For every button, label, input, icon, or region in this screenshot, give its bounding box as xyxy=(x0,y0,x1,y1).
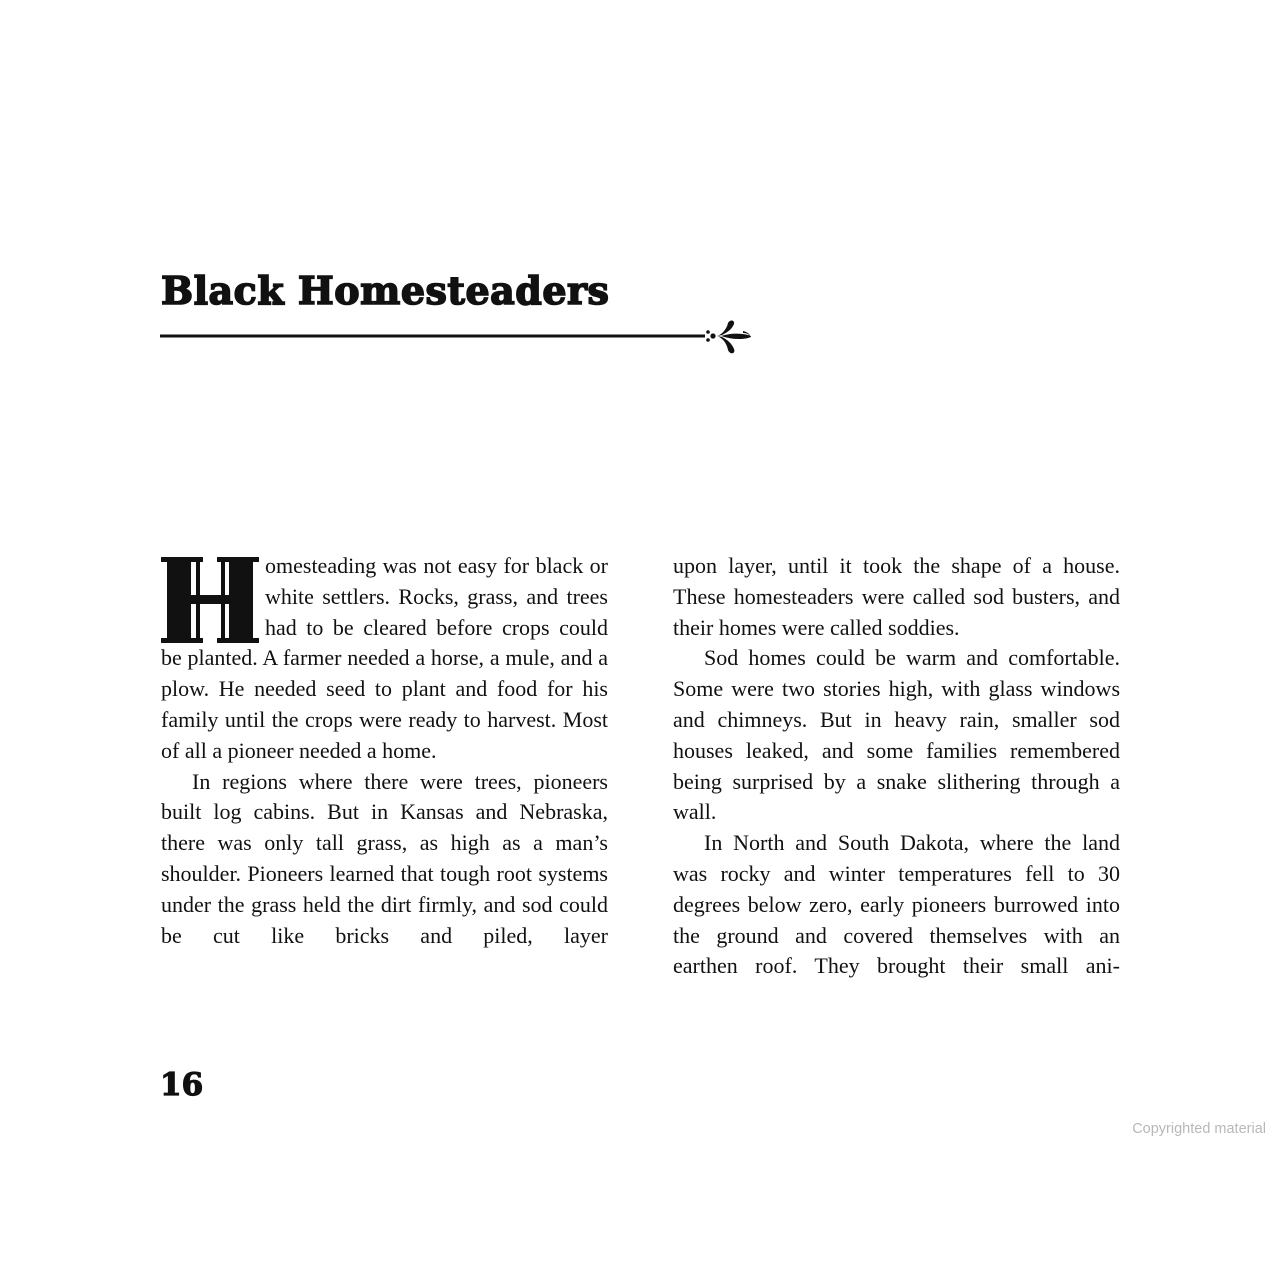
copyright-watermark: Copyrighted material xyxy=(1132,1121,1266,1137)
paragraph-1: omesteading was not easy for black or white settlers. Rocks, grass, and trees had to be cleared before crops could be planted. A farmer needed a horse, a mule, and a plow. He needed seed to plant and food for his family until the crops were ready to harvest. Most of all a pioneer needed a home. xyxy=(161,553,608,763)
page-number: 16 xyxy=(160,1067,204,1103)
drop-cap-letter: H xyxy=(211,609,219,620)
paragraph-4: Sod homes could be warm and comfortable. Some were two stories high, with glass windows and chimneys. But in heavy rain, smaller sod houses leaked, and some families remembered being surprised by a snake slithering through a wall. xyxy=(673,645,1120,825)
drop-cap xyxy=(161,557,261,643)
paragraph-5: In North and South Dakota, where the land was rocky and winter temperatures fell to 30 degrees below zero, early pioneers burrowed into the ground and covered themselves with an earthen roof. They brought their small ani- xyxy=(673,830,1120,979)
left-column xyxy=(161,551,608,951)
right-column xyxy=(673,551,1120,982)
title-rule-ornament xyxy=(160,319,760,359)
paragraph-2: In regions where there were trees, pioneers built log cabins. But in Kansas and Nebraska, there was only tall grass, as high as a man’s shoulder. Pioneers learned that tough root systems under the grass held the dirt firmly, and sod could be cut like bricks and piled, layer xyxy=(161,768,608,948)
chapter-title: Black Homesteaders xyxy=(161,268,610,313)
fleuron-icon xyxy=(706,320,751,353)
paragraph-3: upon layer, until it took the shape of a house. These homesteaders were called sod busters, and their homes were called soddies. xyxy=(673,553,1120,640)
